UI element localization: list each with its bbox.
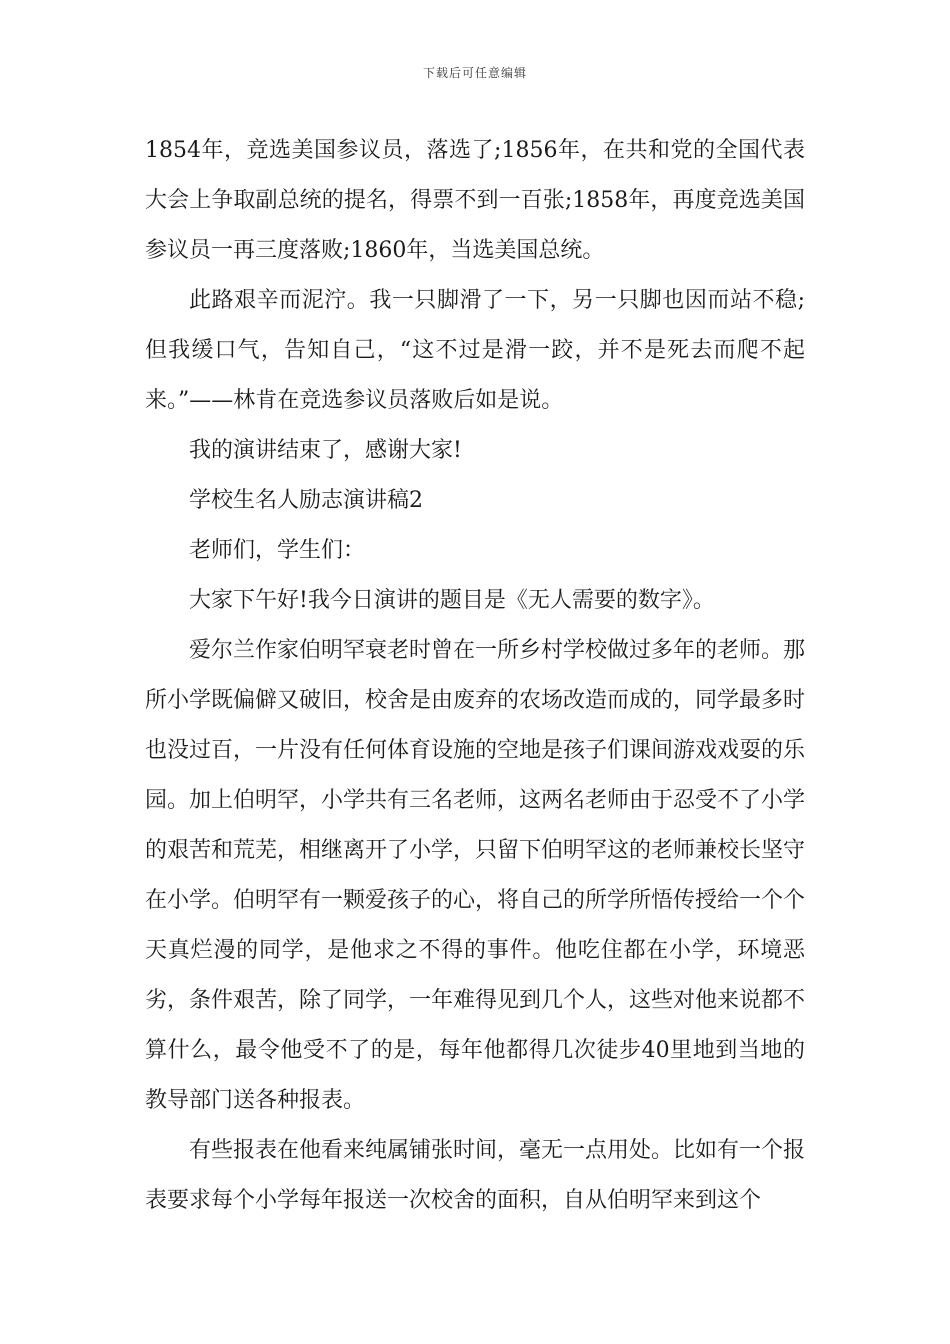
section-title: 学校生名人励志演讲稿2 — [189, 488, 423, 513]
paragraph-birmingham-story: 爱尔兰作家伯明罕衰老时曾在一所乡村学校做过多年的老师。那所小学既偏僻又破旧，校舍是由废弃的农场改造而成的，同学最多时也没过百，一片没有任何体育设施的空地是孩子们课间游戏戏耍的乐园。加上伯明罕，小学共有三名老师，这两名老师由于忍受不了小学的艰苦和荒芜，相继离开了小学，只留下伯明罕这的老师兼校长坚守在小学。伯明罕有一颗爱孩子的心，将自己的所学所悟传授给一个个天真烂漫的同学，是他求之不得的事件。他吃住都在小学，环境恶劣，条件艰苦，除了同学，一年难得见到几个人，这些对他来说都不算什么，最令他受不了的是，每年他都得几次徒步40里地到当地的教导部门送各种报表。 — [145, 638, 806, 1113]
paragraph-reports: 有些报表在他看来纯属铺张时间，毫无一点用处。比如有一个报表要求每个小学每年报送一次校舍的面积，自从伯明罕来到这个 — [145, 1138, 806, 1213]
page-header: 下载后可任意编辑 — [422, 66, 527, 80]
paragraph-lincoln-quote: 此路艰辛而泥泞。我一只脚滑了一下，另一只脚也因而站不稳;但我缓口气，告知自己，“这不过是滑一跤，并不是死去而爬不起来。”——林肯在竞选参议员落败后如是说。 — [145, 288, 805, 413]
paragraph-greeting: 大家下午好!我今日演讲的题目是《无人需要的数字》。 — [189, 588, 715, 613]
paragraph-salutation: 老师们，学生们： — [189, 538, 366, 563]
paragraph-lincoln-history: 1854年，竞选美国参议员，落选了;1856年，在共和党的全国代表大会上争取副总统的提名，得票不到一百张;1858年，再度竞选美国参议员一再三度落败;1860年，当选美国总统。 — [145, 138, 805, 263]
paragraph-speech-end: 我的演讲结束了，感谢大家! — [189, 438, 462, 463]
document-body — [145, 126, 805, 1226]
